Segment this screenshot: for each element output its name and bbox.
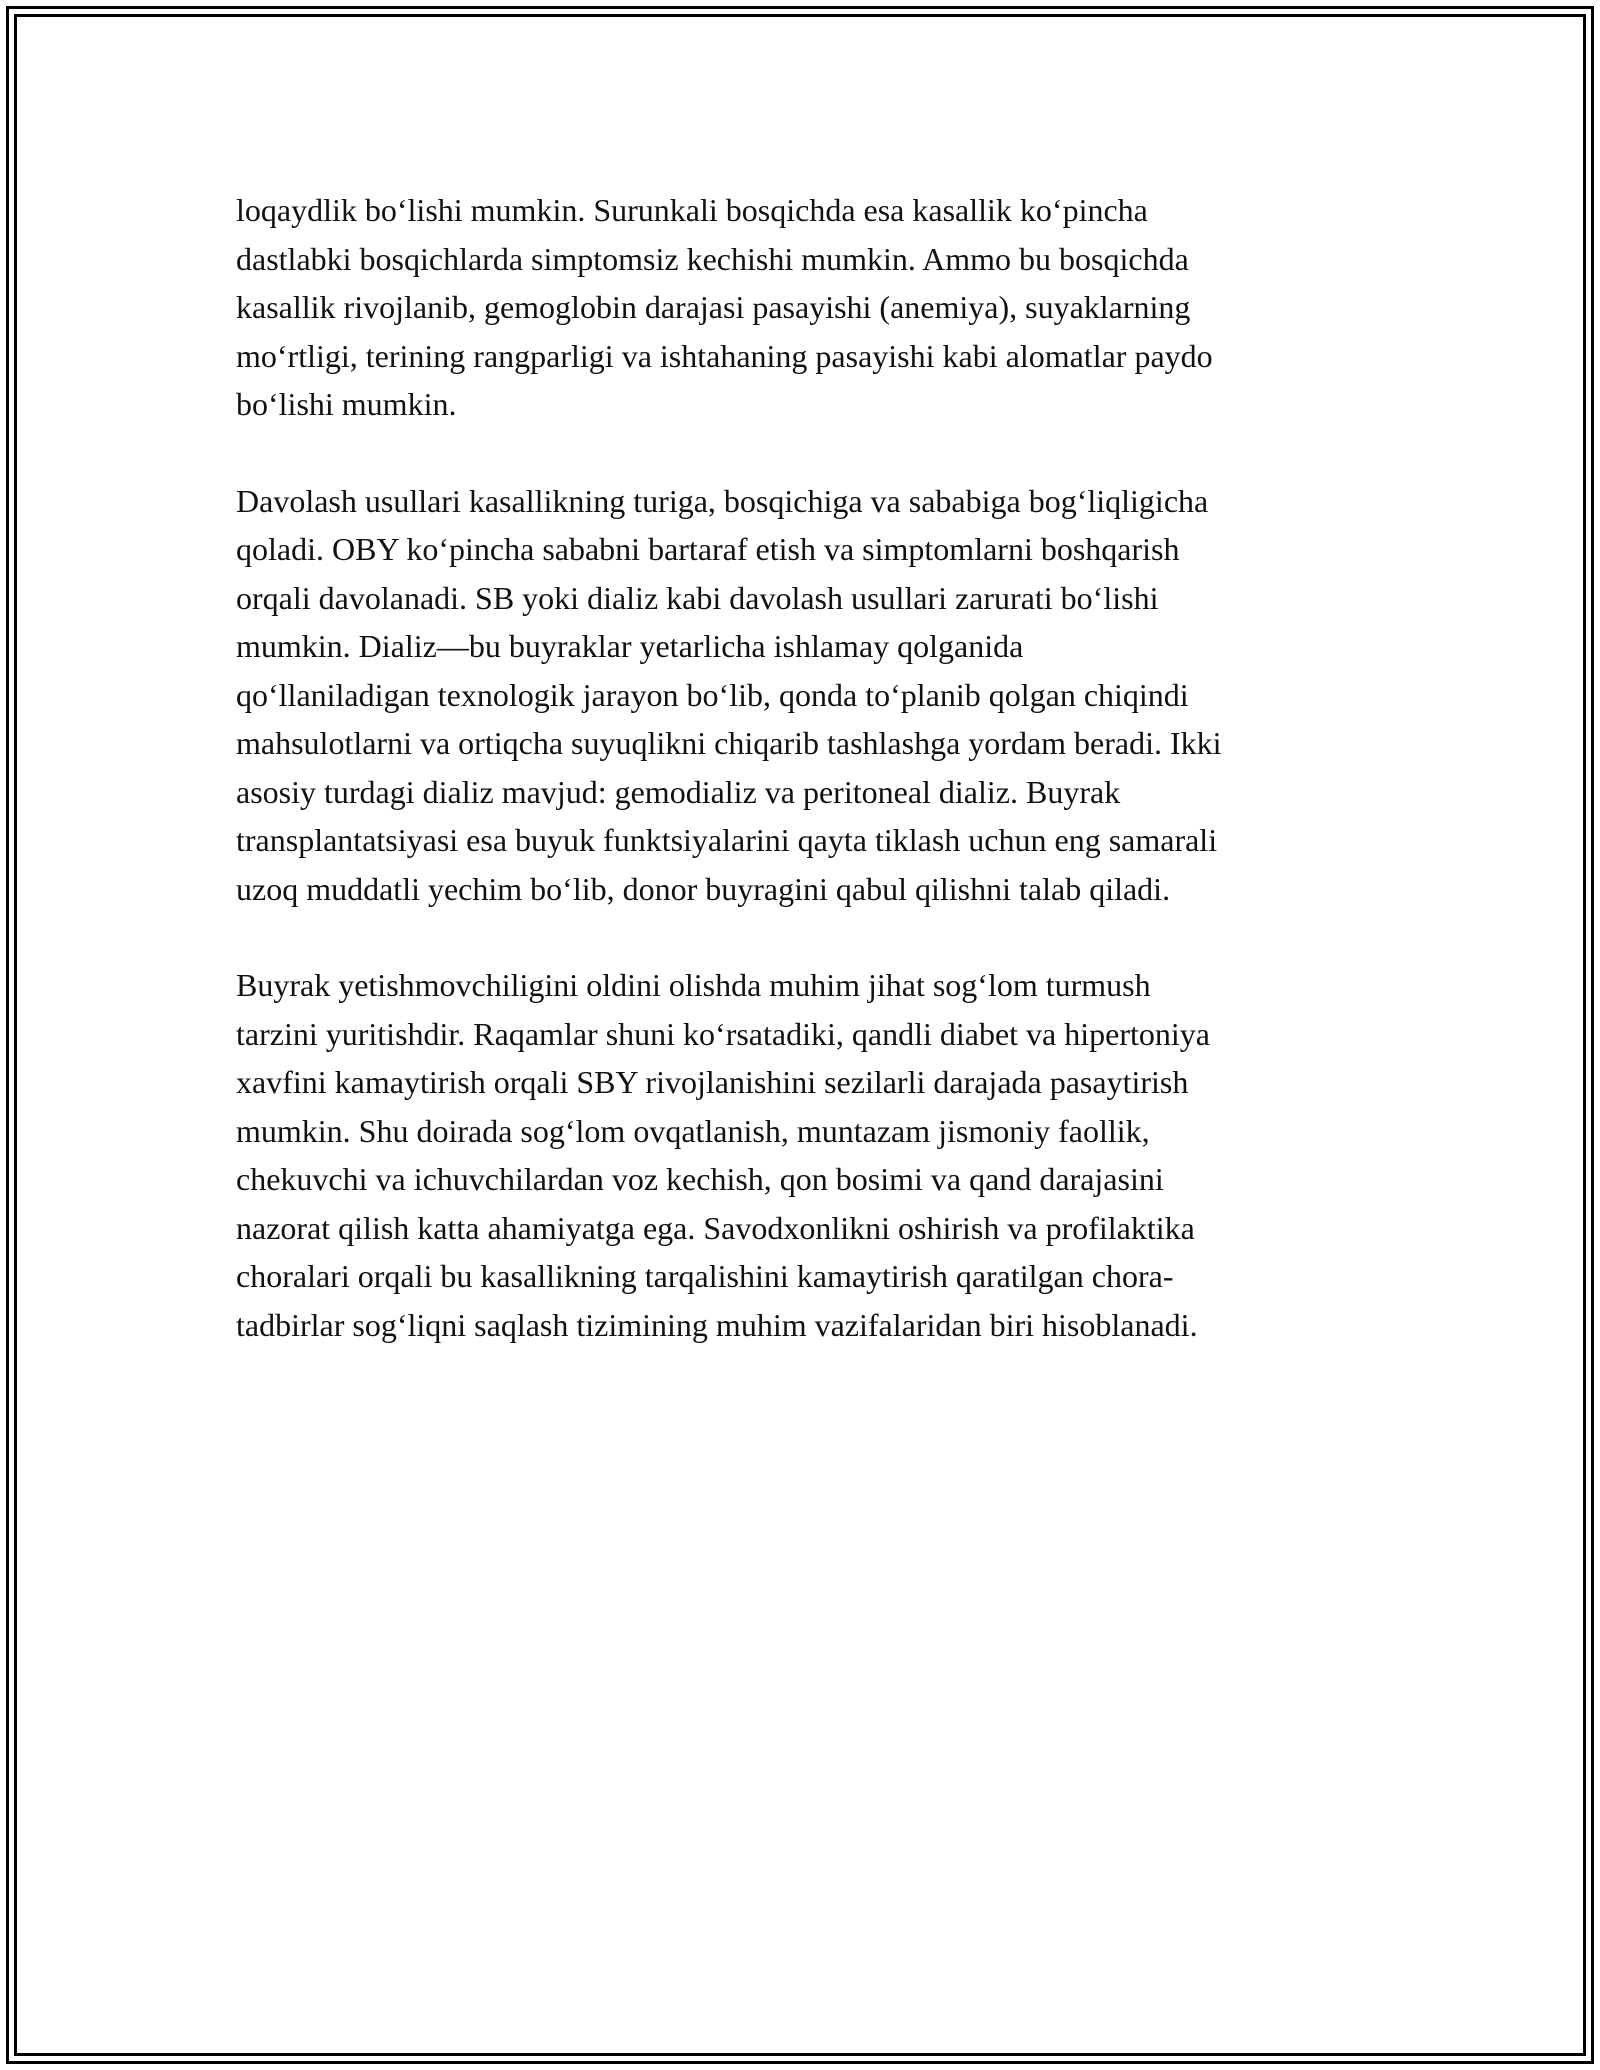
text-line: bo‘lishi mumkin. <box>236 386 457 422</box>
text-line: kasallik rivojlanib, gemoglobin darajasi pasayishi (anemiya), suyaklarning <box>236 289 1191 325</box>
document-body <box>236 186 1384 1397</box>
text-line: xavfini kamaytirish orqali SBY rivojlanishini sezilarli darajada pasaytirish <box>236 1064 1189 1100</box>
paragraph-treatment <box>236 477 1384 914</box>
text-line: loqaydlik bo‘lishi mumkin. Surunkali bosqichda esa kasallik ko‘pincha <box>236 192 1148 228</box>
text-line: qoladi. OBY ko‘pincha sababni bartaraf etish va simptomlarni boshqarish <box>236 531 1180 567</box>
text-line: chekuvchi va ichuvchilardan voz kechish, qon bosimi va qand darajasini <box>236 1161 1164 1197</box>
text-line: Buyrak yetishmovchiligini oldini olishda muhim jihat sog‘lom turmush <box>236 967 1151 1003</box>
paragraph-prevention <box>236 961 1384 1349</box>
text-line: orqali davolanadi. SB yoki dializ kabi davolash usullari zarurati bo‘lishi <box>236 579 1159 616</box>
text-line: tarzini yuritishdir. Raqamlar shuni ko‘rsatadiki, qandli diabet va hipertoniya <box>236 1015 1210 1052</box>
text-line: mahsulotlarni va ortiqcha suyuqlikni chiqarib tashlashga yordam beradi. Ikki <box>236 725 1222 761</box>
paragraph-symptoms <box>236 186 1384 429</box>
text-line: Davolash usullari kasallikning turiga, bosqichiga va sababiga bog‘liqligicha <box>236 482 1209 519</box>
text-line: mo‘rtligi, terining rangparligi va ishtahaning pasayishi kabi alomatlar paydo <box>236 337 1213 374</box>
text-line: asosiy turdagi dializ mavjud: gemodializ va peritoneal dializ. Buyrak <box>236 773 1121 810</box>
text-line: tadbirlar sog‘liqni saqlash tizimining muhim vazifalaridan biri hisoblanadi. <box>236 1306 1198 1343</box>
text-line: mumkin. Shu doirada sog‘lom ovqatlanish, muntazam jismoniy faollik, <box>236 1112 1150 1149</box>
text-line: nazorat qilish katta ahamiyatga ega. Savodxonlikni oshirish va profilaktika <box>236 1209 1195 1246</box>
text-line: dastlabki bosqichlarda simptomsiz kechishi mumkin. Ammo bu bosqichda <box>236 240 1189 277</box>
text-line: uzoq muddatli yechim bo‘lib, donor buyragini qabul qilishni talab qiladi. <box>236 870 1171 907</box>
text-line: choralari orqali bu kasallikning tarqalishini kamaytirish qaratilgan chora- <box>236 1258 1174 1294</box>
text-line: qo‘llaniladigan texnologik jarayon bo‘lib, qonda to‘planib qolgan chiqindi <box>236 676 1189 713</box>
text-line: transplantatsiyasi esa buyuk funktsiyalarini qayta tiklash uchun eng samarali <box>236 822 1218 858</box>
text-line: mumkin. Dializ—bu buyraklar yetarlicha ishlamay qolganida <box>236 628 1024 664</box>
